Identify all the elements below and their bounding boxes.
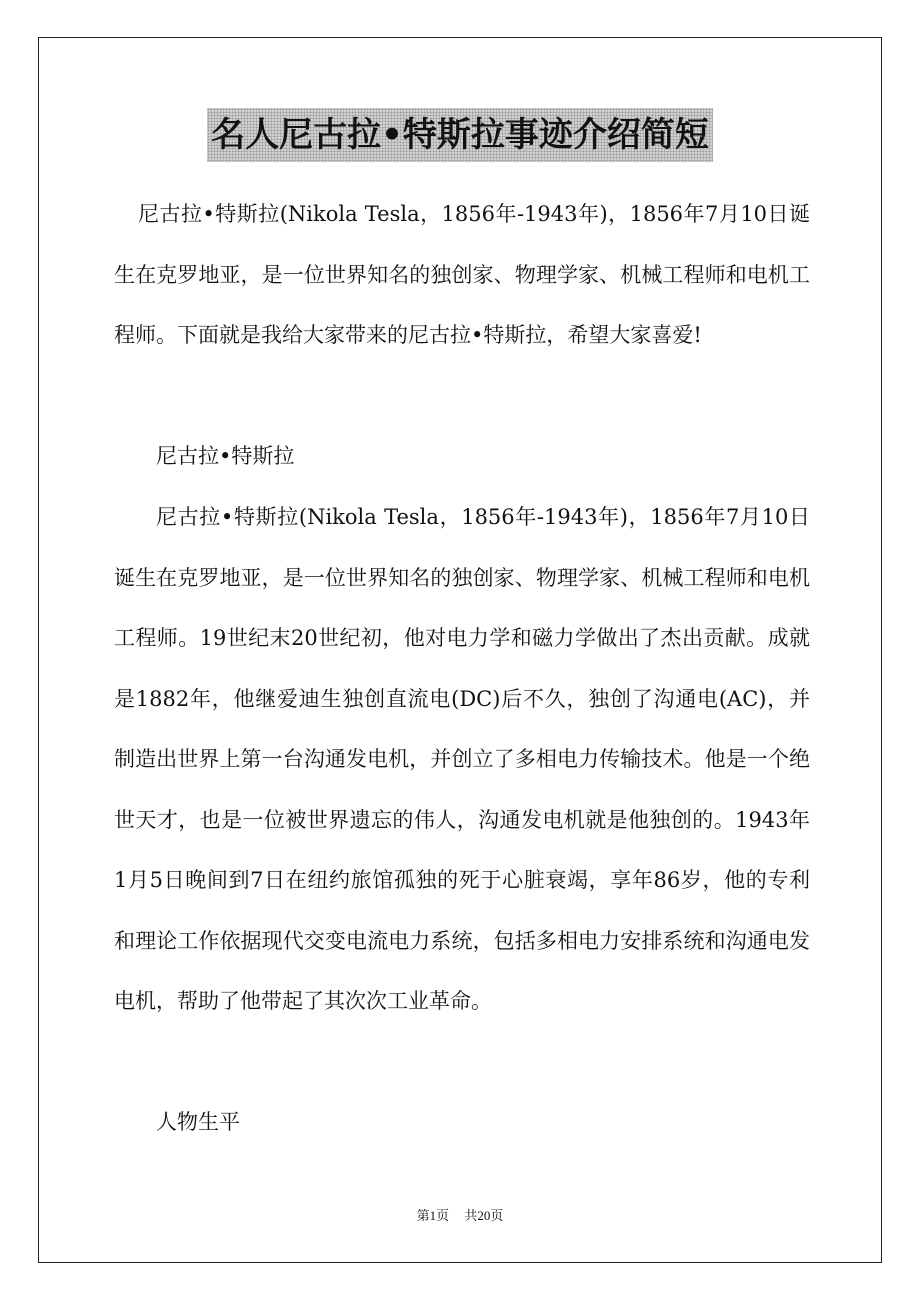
document-title-text: 名人尼古拉•特斯拉事迹介绍简短: [207, 108, 713, 162]
section-heading-life: 人物生平: [156, 1110, 240, 1134]
section-heading-tesla: 尼古拉•特斯拉: [156, 444, 295, 468]
intro-paragraph: 尼古拉•特斯拉(Nikola Tesla，1856年-1943年)，1856年7月10日诞生在克罗地亚，是一位世界知名的独创家、物理学家、机械工程师和电机工程师。下面就是我给大家带来的尼古拉•特斯拉，希望大家喜爱!: [114, 202, 810, 347]
document-title: [0, 108, 920, 162]
page-number: 第1页: [416, 1208, 450, 1223]
page-footer: [0, 1205, 920, 1224]
biography-paragraph: 尼古拉•特斯拉(Nikola Tesla，1856年-1943年)，1856年7月10日诞生在克罗地亚，是一位世界知名的独创家、物理学家、机械工程师和电机工程师。19世纪末20世纪初，他对电力学和磁力学做出了杰出贡献。成就是1882年，他继爱迪生独创直流电(DC)后不久，独创了沟通电(AC)，并制造出世界上第一台沟通发电机，并创立了多相电力传输技术。他是一个绝世天才，也是一位被世界遗忘的伟人，沟通发电机就是他独创的。1943年1月5日晚间到7日在纽约旅馆孤独的死于心脏衰竭，享年86岁，他的专利和理论工作依据现代交变电流电力系统，包括多相电力安排系统和沟通电发电机，帮助了他带起了其次次工业革命。: [114, 505, 810, 1013]
page-total: 共20页: [464, 1208, 504, 1223]
